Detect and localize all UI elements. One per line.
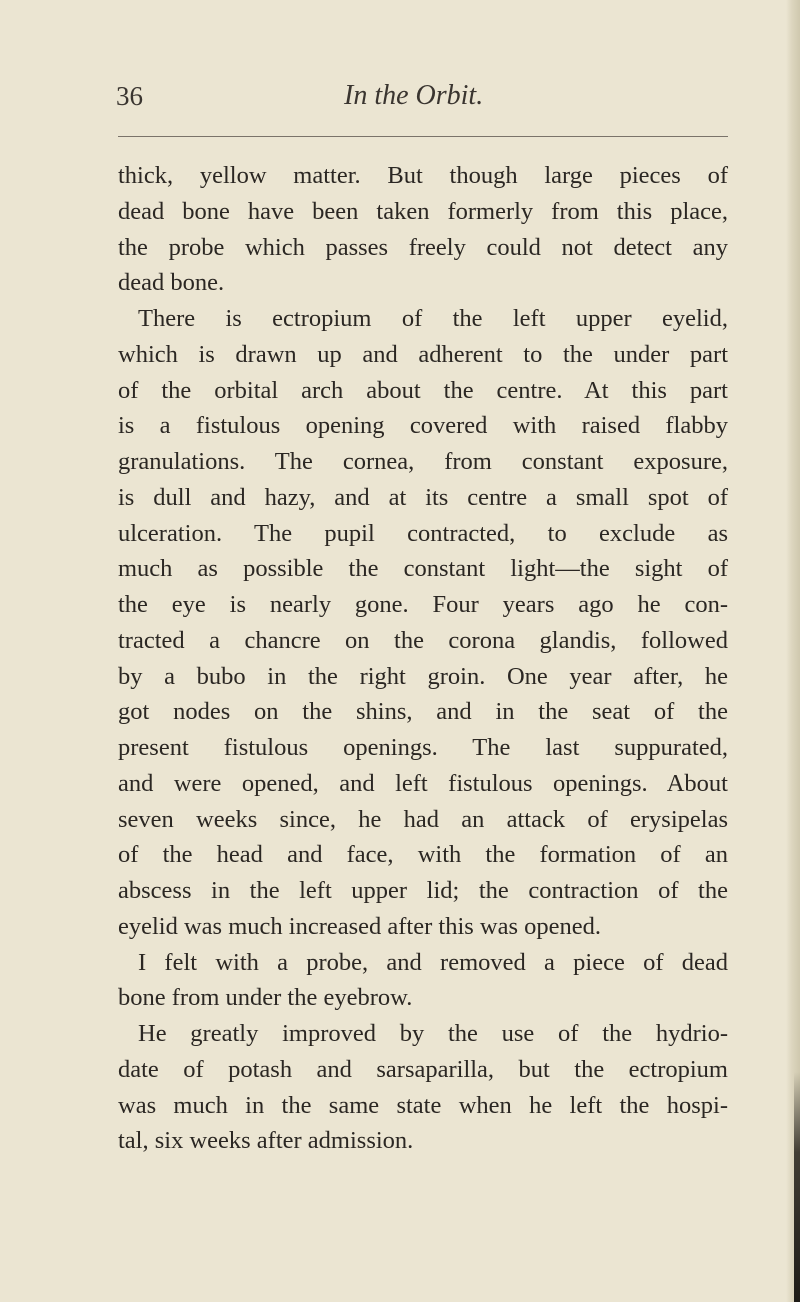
text-line: abscess in the left upper lid; the contraction of the bbox=[118, 877, 728, 904]
text-line: He greatly improved by the use of the hydrio- bbox=[138, 1020, 728, 1047]
text-line: was much in the same state when he left the hospi- bbox=[118, 1091, 728, 1119]
running-title: In the Orbit. bbox=[344, 80, 484, 111]
text-line: the eye is nearly gone. Four years ago he con- bbox=[118, 591, 728, 618]
text-line: There is ectropium of the left upper eyelid, bbox=[138, 305, 728, 332]
text-line: the probe which passes freely could not detect any bbox=[118, 233, 728, 261]
text-line: is a fistulous opening covered with raised flabby bbox=[118, 412, 728, 440]
running-head bbox=[116, 78, 746, 118]
text-line: bone from under the eyebrow. bbox=[118, 984, 413, 1012]
text-line: of the orbital arch about the centre. At this part bbox=[118, 376, 728, 404]
text-line: tracted a chancre on the corona glandis, followed bbox=[118, 626, 728, 654]
header-rule bbox=[118, 136, 728, 137]
page-number: 36 bbox=[116, 81, 143, 111]
text-line: tal, six weeks after admission. bbox=[118, 1127, 414, 1155]
text-line: present fistulous openings. The last suppurated, bbox=[118, 734, 728, 761]
body-text bbox=[118, 158, 728, 1159]
text-line: ulceration. The pupil contracted, to exclude as bbox=[118, 519, 728, 547]
text-line: I felt with a probe, and removed a piece of dead bbox=[138, 948, 728, 976]
text-line: which is drawn up and adherent to the under part bbox=[118, 340, 728, 368]
text-line: eyelid was much increased after this was opened. bbox=[118, 912, 602, 940]
text-line: got nodes on the shins, and in the seat of the bbox=[118, 698, 728, 726]
text-line: date of potash and sarsaparilla, but the ectropium bbox=[118, 1055, 728, 1083]
text-line: of the head and face, with the formation of an bbox=[118, 841, 728, 869]
text-line: granulations. The cornea, from constant exposure, bbox=[118, 448, 728, 475]
text-line: thick, yellow matter. But though large pieces of bbox=[118, 162, 728, 189]
page-edge-shadow bbox=[794, 1072, 800, 1302]
text-line: by a bubo in the right groin. One year after, he bbox=[118, 662, 728, 690]
text-line: and were opened, and left fistulous openings. About bbox=[118, 769, 728, 797]
text-line: dead bone. bbox=[118, 269, 225, 297]
text-line: is dull and hazy, and at its centre a small spot of bbox=[118, 483, 728, 511]
text-line: seven weeks since, he had an attack of erysipelas bbox=[118, 805, 728, 833]
text-line: much as possible the constant light—the sight of bbox=[118, 555, 728, 583]
text-line: dead bone have been taken formerly from this place, bbox=[118, 197, 728, 225]
